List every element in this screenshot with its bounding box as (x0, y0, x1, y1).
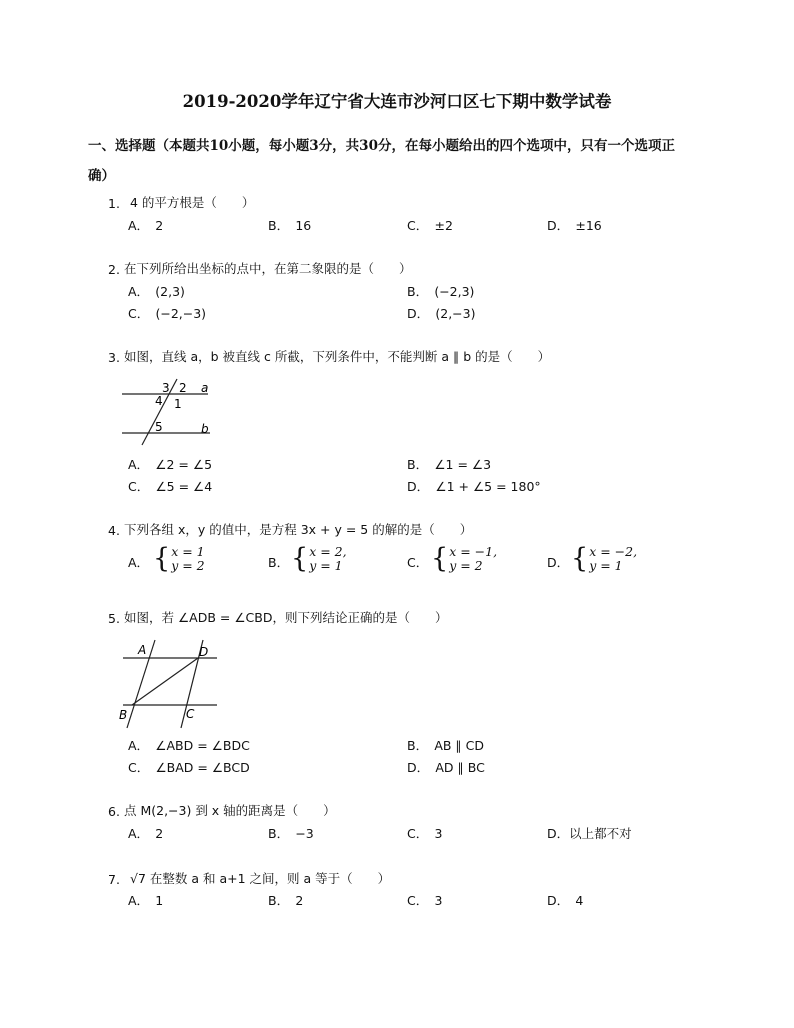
option-b: B． (−2,3) (407, 284, 475, 299)
equation-line: x = 2, (309, 544, 347, 559)
option-b: B． ∠1 = ∠3 (407, 457, 492, 472)
option-d: D． AD ∥ BC (407, 760, 485, 775)
line-label: a (201, 381, 209, 395)
equation-line: y = 2 (171, 558, 205, 573)
option-d: D． (2,−3) (407, 306, 476, 321)
option-c: C． (−2,−3) (128, 306, 207, 321)
question-number: 6. (108, 804, 120, 819)
equation-line: y = 1 (309, 558, 343, 573)
question-stem: 下列各组 x，y 的值中，是方程 3x + y = 5 的解的是（ ） (124, 522, 473, 537)
option-c: C． 3 (407, 826, 443, 841)
option-c: C． ∠5 = ∠4 (128, 479, 213, 494)
equation-line: x = 1 (171, 544, 205, 559)
option-a: A． ∠ABD = ∠BDC (128, 738, 250, 753)
angle-label: 3 (162, 381, 170, 395)
option-d: D．以上都不对 (547, 826, 632, 841)
option-a: A． 1 (128, 893, 164, 908)
brace-icon: { (153, 543, 171, 574)
parallel-lines-figure (118, 375, 218, 447)
question-number: 7. (108, 872, 120, 887)
vertex-label: D (199, 645, 209, 659)
option-b-letter: B． (268, 555, 290, 570)
option-a-letter: A． (128, 555, 150, 570)
question-stem: 点 M(2,−3) 到 x 轴的距离是（ ） (124, 803, 336, 818)
option-b: B． −3 (268, 826, 314, 841)
option-a: A． 2 (128, 218, 164, 233)
angle-label: 4 (155, 394, 163, 408)
question-number: 5. (108, 611, 120, 626)
angle-label: 5 (155, 420, 163, 434)
equation-line: x = −2, (589, 544, 638, 559)
option-d-letter: D． (547, 555, 570, 570)
option-b: B． AB ∥ CD (407, 738, 485, 753)
option-a: A． (2,3) (128, 284, 185, 299)
option-b: B． 16 (268, 218, 312, 233)
question-stem: 如图，若 ∠ADB = ∠CBD，则下列结论正确的是（ ） (124, 610, 448, 625)
option-c-system (431, 545, 497, 573)
question-stem: 如图，直线 a，b 被直线 c 所截，下列条件中，不能判断 a ∥ b 的是（ ） (124, 349, 551, 364)
question-stem: 在下列所给出坐标的点中，在第二象限的是（ ） (124, 261, 412, 276)
option-a: A． ∠2 = ∠5 (128, 457, 213, 472)
equation-line: y = 2 (449, 558, 483, 573)
section-heading-line1: 一、选择题（本题共10小题，每小题3分，共30分，在每小题给出的四个选项中，只有一个选项正 (88, 138, 675, 154)
document-title: 2019-2020学年辽宁省大连市沙河口区七下期中数学试卷 (182, 92, 612, 111)
brace-icon: { (571, 543, 589, 574)
section-heading-line2: 确） (88, 168, 115, 184)
question-number: 4. (108, 523, 120, 538)
vertex-label: B (119, 708, 128, 722)
vertex-label: C (186, 707, 195, 721)
option-d: D． ±16 (547, 218, 602, 233)
question-stem: 4 的平方根是（ ） (130, 195, 255, 210)
option-a-system (153, 545, 205, 573)
angle-label: 1 (174, 397, 182, 411)
brace-icon: { (291, 543, 309, 574)
option-b-system (291, 545, 347, 573)
option-d: D． ∠1 + ∠5 = 180° (407, 479, 541, 494)
question-number: 2. (108, 262, 120, 277)
option-c: C． ±2 (407, 218, 453, 233)
equation-line: x = −1, (449, 544, 498, 559)
option-a: A． 2 (128, 826, 164, 841)
option-c-letter: C． (407, 555, 429, 570)
transversal-c (142, 379, 177, 445)
vertex-label: A (138, 643, 147, 657)
brace-icon: { (431, 543, 449, 574)
question-number: 1. (108, 196, 120, 211)
question-number: 3. (108, 350, 120, 365)
option-b: B． 2 (268, 893, 304, 908)
option-d: D． 4 (547, 893, 584, 908)
question-stem: √7 在整数 a 和 a+1 之间，则 a 等于（ ） (130, 871, 391, 886)
parallelogram-figure (115, 638, 225, 730)
option-c: C． 3 (407, 893, 443, 908)
option-d-system (571, 545, 637, 573)
line-label: b (201, 422, 209, 436)
equation-line: y = 1 (589, 558, 623, 573)
angle-label: 2 (179, 381, 187, 395)
option-c: C． ∠BAD = ∠BCD (128, 760, 250, 775)
